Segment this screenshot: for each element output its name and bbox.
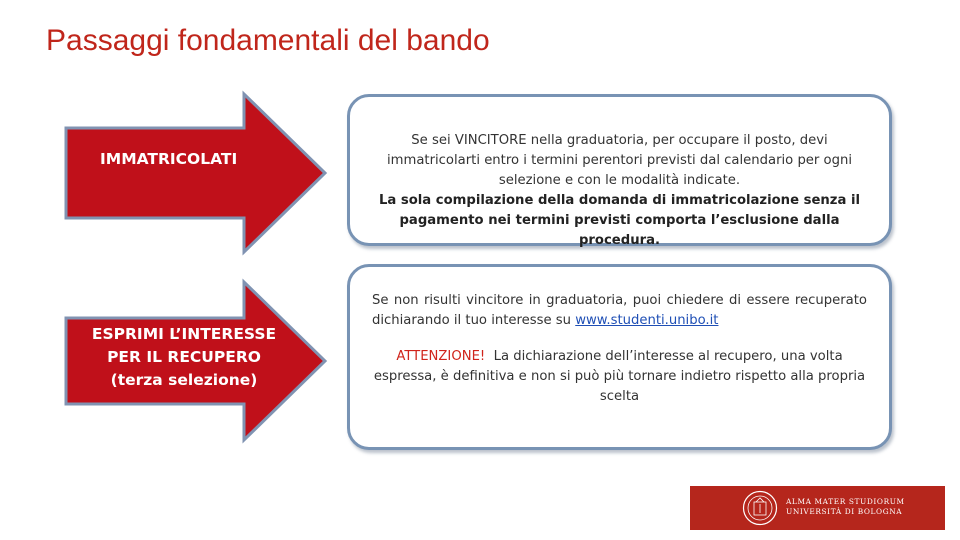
arrow-esprimi-interesse: [62, 278, 330, 444]
info-line: selezione e con le modalità indicate.: [498, 173, 741, 188]
warning-line: La sola compilazione della domanda di immatricolazione senza il: [378, 193, 860, 208]
recupero-text: Se non risulti vincitore in graduatoria, puoi chiedere di essere recuperato dichiarando il tuo interesse su: [372, 293, 867, 328]
recupero-info-box: [347, 264, 892, 450]
arrow-label: [74, 323, 294, 392]
attention-text: La dichiarazione dell’interesse al recupero, una volta espressa, è definitiva e non si può più tornare indietro rispetto alla propria scelta: [373, 349, 866, 404]
vincitore-info-box: [347, 94, 892, 246]
arrow-immatricolati: [62, 90, 330, 256]
recupero-paragraph: [372, 291, 867, 331]
arrow-label-line: PER IL RECUPERO: [107, 348, 261, 366]
slide-title: Passaggi fondamentali del bando: [46, 24, 490, 57]
attention-paragraph: [372, 347, 867, 407]
arrow-label: [100, 148, 237, 171]
attention-label: ATTENZIONE!: [396, 349, 486, 364]
arrow-label-line: IMMATRICOLATI: [100, 150, 238, 168]
logo-text: [786, 497, 905, 517]
arrow-label-line: ESPRIMI L’INTERESSE: [91, 325, 277, 343]
unibo-logo: [690, 486, 945, 530]
info-line: Se sei VINCITORE nella graduatoria, per occupare il posto, devi: [411, 133, 828, 148]
logo-line: UNIVERSITÀ DI BOLOGNA: [786, 507, 903, 516]
info-line: immatricolarti entro i termini perentori previsti dal calendario per ogni: [386, 153, 852, 168]
studenti-link[interactable]: www.studenti.unibo.it: [575, 313, 719, 328]
warning-line: pagamento nei termini previsti comporta l’esclusione dalla procedura.: [399, 213, 840, 248]
arrow-shape: [62, 90, 330, 256]
university-seal-icon: [742, 490, 778, 526]
arrow-label-line: (terza selezione): [110, 371, 258, 389]
logo-line: ALMA MATER STUDIORUM: [786, 497, 905, 506]
